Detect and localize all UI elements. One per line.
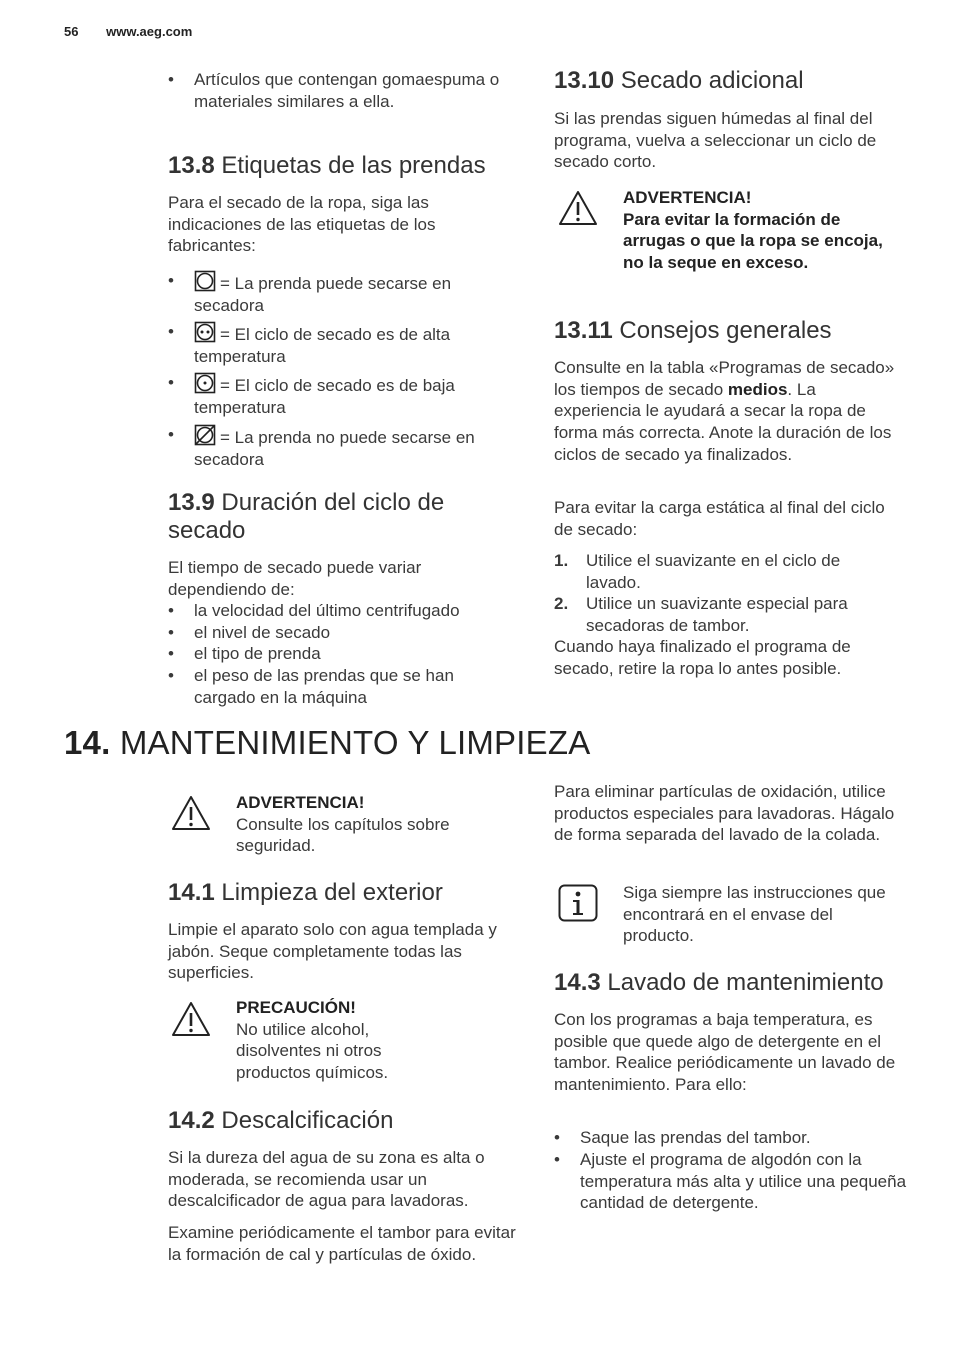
caution-title: PRECAUCIÓN! bbox=[236, 998, 356, 1017]
paragraph: Para el secado de la ropa, siga las indicaciones de las etiquetas de los fabricantes: bbox=[168, 193, 436, 256]
caution-icon bbox=[171, 1001, 211, 1037]
paragraph: Con los programas a baja temperatura, es posible que quede algo de detergente en el tambor. Realice periódicamente un lavado de mantenimiento. Para ello: bbox=[554, 1010, 896, 1095]
page-header bbox=[64, 24, 192, 39]
paragraph: Examine periódicamente el tambor para evitar la formación de cal y partículas de óxido. bbox=[168, 1223, 516, 1264]
section-heading-13-8: 13.8 Etiquetas de las prendas bbox=[168, 152, 486, 179]
caution-text: No utilice alcohol, disolventes ni otros productos químicos. bbox=[236, 1019, 389, 1083]
warning-title: ADVERTENCIA! bbox=[623, 188, 752, 207]
warning-box bbox=[623, 187, 903, 274]
site-url[interactable]: www.aeg.com bbox=[106, 24, 193, 39]
section-heading-14-1: 14.1 Limpieza del exterior bbox=[168, 879, 443, 906]
chapter-heading-14: 14. MANTENIMIENTO Y LIMPIEZA bbox=[64, 724, 591, 761]
paragraph: Si la dureza del agua de su zona es alta o moderada, se recomienda usar un descalcificador de agua para lavadoras. bbox=[168, 1148, 485, 1211]
section-heading-13-10: 13.10 Secado adicional bbox=[554, 67, 804, 94]
warning-title: ADVERTENCIA! bbox=[236, 793, 365, 812]
tumble-dry-high-icon bbox=[194, 321, 216, 343]
warning-icon bbox=[171, 795, 211, 831]
section-heading-14-3: 14.3 Lavado de mantenimiento bbox=[554, 969, 884, 996]
paragraph: Para evitar la carga estática al final del ciclo de secado: bbox=[554, 498, 885, 539]
page-number: 56 bbox=[64, 24, 79, 39]
paragraph: Si las prendas siguen húmedas al final del programa, vuelva a seleccionar un ciclo de secado corto. bbox=[554, 109, 877, 172]
tumble-dry-low-icon bbox=[194, 372, 216, 394]
tumble-dry-ok-icon bbox=[194, 270, 216, 292]
warning-icon bbox=[558, 190, 598, 226]
section-heading-13-11: 13.11 Consejos generales bbox=[554, 317, 832, 344]
warning-text: Consulte los capítulos sobre seguridad. bbox=[236, 814, 450, 856]
warning-box bbox=[236, 792, 496, 857]
warning-text: Para evitar la formación de arrugas o que la ropa se encoja, no la seque en exceso. bbox=[623, 209, 883, 273]
section-heading-14-2: 14.2 Descalcificación bbox=[168, 1107, 394, 1134]
info-icon bbox=[558, 884, 598, 922]
paragraph: Limpie el aparato solo con agua templada y jabón. Seque completamente todas las superficies. bbox=[168, 920, 497, 983]
caution-box bbox=[236, 997, 436, 1084]
do-not-tumble-dry-icon bbox=[194, 424, 216, 446]
paragraph: El tiempo de secado puede variar dependiendo de: bbox=[168, 558, 422, 599]
section-heading-13-9: 13.9 Duración del ciclo de secado bbox=[168, 489, 445, 544]
info-text: Siga siempre las instrucciones que encontrará en el envase del producto. bbox=[623, 883, 886, 946]
paragraph: Para eliminar partículas de oxidación, utilice productos especiales para lavadoras. Hágalo de forma separada del lavado de la colada. bbox=[554, 782, 895, 845]
paragraph: Consulte en la tabla «Programas de secado» los tiempos de secado medios. La experiencia le ayudará a secar la ropa de forma más correcta. Anote la duración de los ciclos de secado ya finalizados. bbox=[554, 358, 895, 464]
paragraph: Cuando haya finalizado el programa de secado, retire la ropa lo antes posible. bbox=[554, 637, 851, 678]
